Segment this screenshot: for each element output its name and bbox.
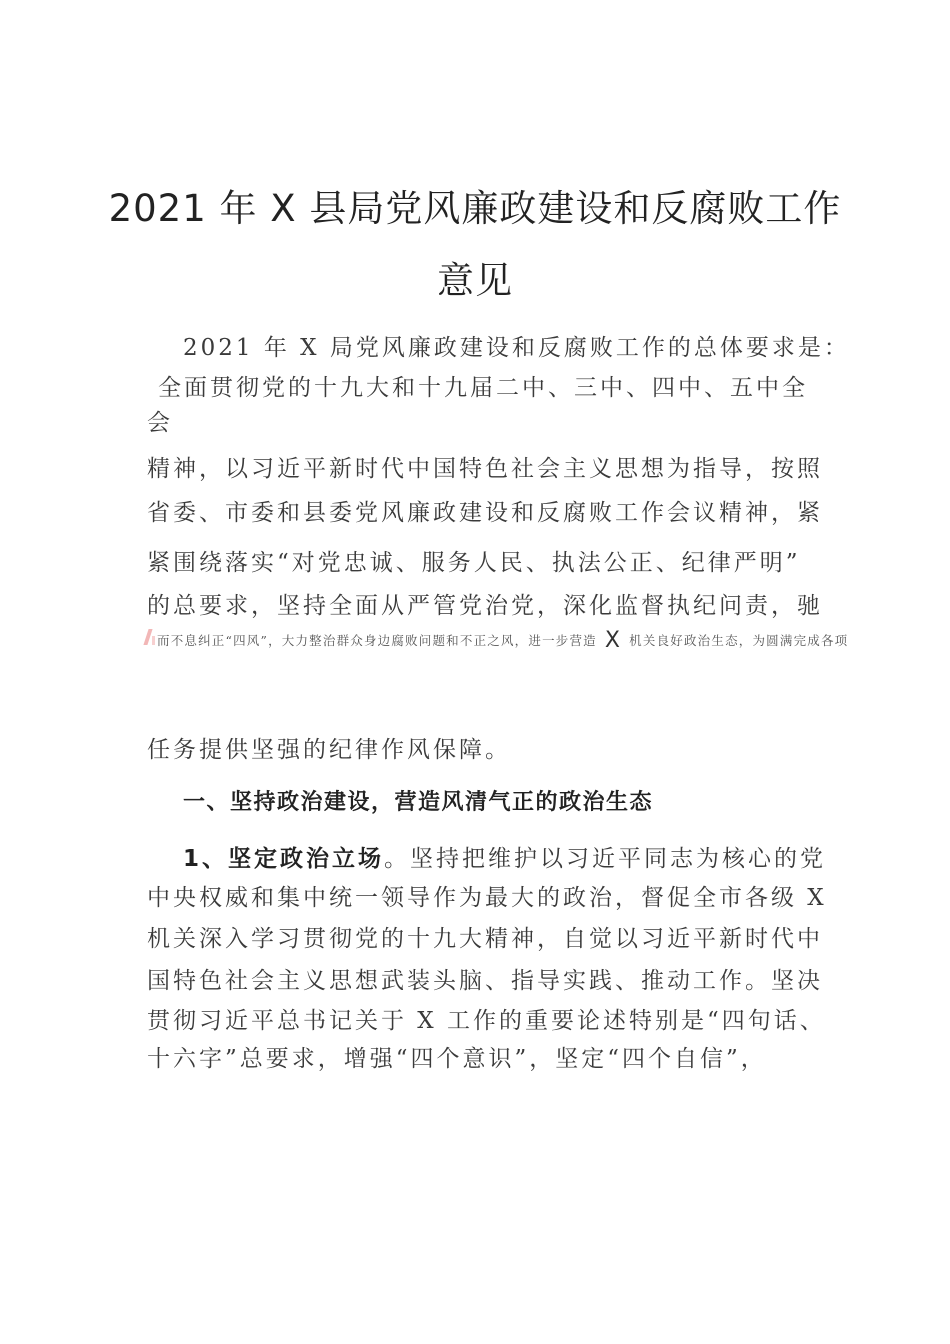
intro-line-4: 精神，以习近平新时代中国特色社会主义思想为指导，按照	[147, 456, 823, 482]
intro-line-3: 会	[147, 410, 173, 436]
intro-small-part-1: 而不息纠正“四风”，大力整治群众身边腐败问题和不正之风，进一步营造	[157, 633, 597, 648]
intro-line-8: 任务提供坚强的纪律作风保障。	[147, 737, 511, 763]
item-1-line-2: 中央权威和集中统一领导作为最大的政治，督促全市各级 X	[147, 885, 827, 911]
item-1-line-1	[183, 840, 826, 873]
margin-mark-secondary	[152, 636, 155, 645]
intro-line-7: 的总要求，坚持全面从严管党治党，深化监督执纪问责，驰	[147, 593, 823, 619]
intro-small-part-2: 机关良好政治生态，为圆满完成各项	[629, 633, 849, 648]
intro-small-x: X	[604, 628, 622, 653]
item-1-line-6: 十六字”总要求，增强“四个意识”，坚定“四个自信”，	[147, 1046, 767, 1072]
intro-small-line	[157, 626, 848, 651]
intro-line-1: 2021 年 X 局党风廉政建设和反腐败工作的总体要求是：	[183, 335, 850, 361]
item-1-line-4: 国特色社会主义思想武装头脑、指导实践、推动工作。坚决	[147, 968, 823, 994]
document-title-line-2: 意见	[437, 259, 513, 302]
item-1-line-1-text: 。坚持把维护以习近平同志为核心的党	[384, 846, 827, 872]
item-1-label: 1、坚定政治立场	[183, 846, 385, 872]
section-1-heading: 一、坚持政治建设，营造风清气正的政治生态	[183, 790, 654, 815]
intro-line-6: 紧围绕落实“对党忠诚、服务人民、执法公正、纪律严明”	[147, 550, 801, 576]
intro-line-2: 全面贯彻党的十九大和十九届二中、三中、四中、五中全	[158, 375, 808, 401]
item-1-line-5: 贯彻习近平总书记关于 X 工作的重要论述特别是“四句话、	[147, 1008, 826, 1034]
document-title-line-1: 2021 年 X 县局党风廉政建设和反腐败工作	[108, 187, 842, 230]
item-1-line-3: 机关深入学习贯彻党的十九大精神，自觉以习近平新时代中	[147, 926, 823, 952]
intro-line-5: 省委、市委和县委党风廉政建设和反腐败工作会议精神，紧	[147, 500, 823, 526]
